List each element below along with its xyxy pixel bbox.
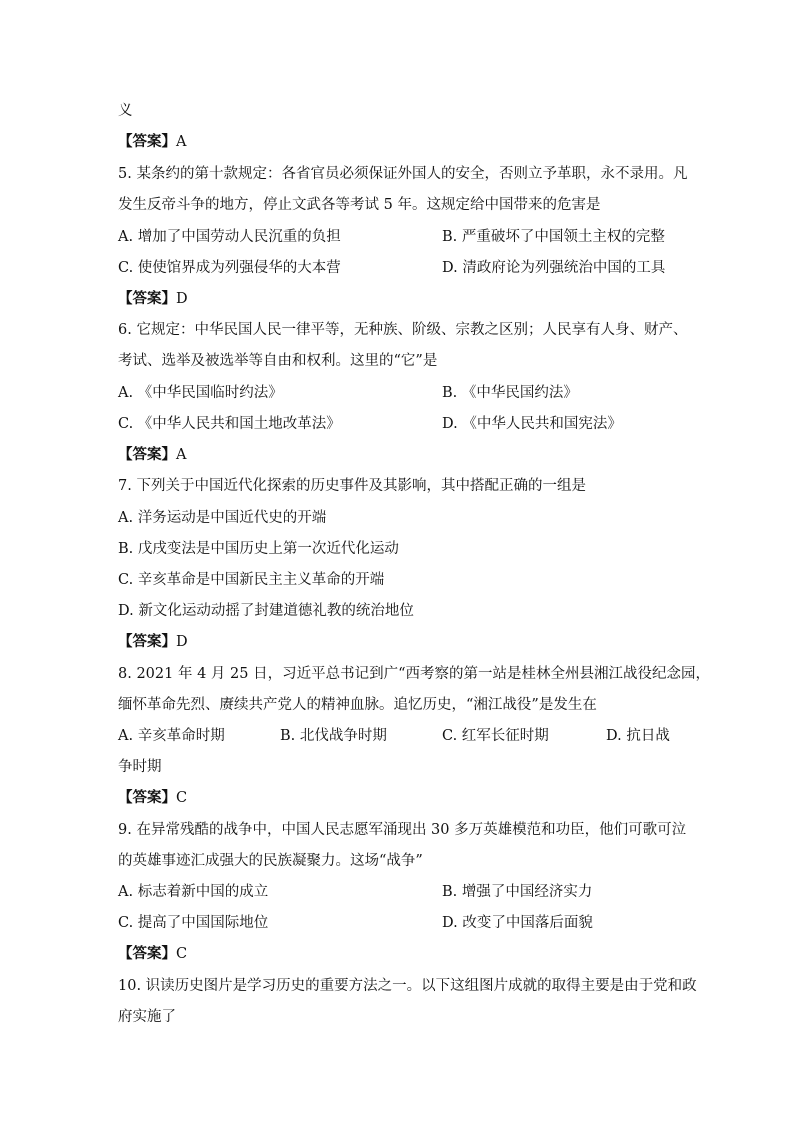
q9-option-c: C. 提高了中国国际地位	[118, 915, 269, 931]
answer-letter: D	[176, 291, 188, 307]
answer-letter: A	[176, 447, 187, 463]
answer-label: 【答案】	[118, 133, 176, 150]
answer-q4	[118, 132, 186, 152]
q5-option-b: B. 严重破坏了中国领土主权的完整	[442, 229, 665, 245]
q6-stem-line2: 考试、选举及被选举等自由和权利。这里的“它”是	[118, 353, 438, 369]
q7-option-b: B. 戊戌变法是中国历史上第一次近代化运动	[118, 541, 399, 557]
q8-option-a: A. 辛亥革命时期	[118, 728, 225, 744]
answer-label: 【答案】	[118, 290, 176, 307]
q10-stem-line2: 府实施了	[118, 1009, 176, 1025]
q9-option-d: D. 改变了中国落后面貌	[442, 915, 593, 931]
q7-option-d: D. 新文化运动动摇了封建道德礼教的统治地位	[118, 603, 414, 619]
answer-q9	[118, 944, 187, 964]
q9-stem-line1: 9. 在异常残酷的战争中，中国人民志愿军涌现出 30 多万英雄模范和功臣，他们可歌可泣	[118, 822, 687, 838]
q7-option-a: A. 洋务运动是中国近代史的开端	[118, 510, 327, 526]
answer-letter: A	[176, 134, 187, 150]
answer-q6	[118, 445, 186, 465]
q8-option-b: B. 北伐战争时期	[280, 728, 387, 744]
answer-label: 【答案】	[118, 945, 176, 962]
q8-option-wrap: 争时期	[118, 759, 162, 775]
answer-label: 【答案】	[118, 446, 176, 463]
answer-q8	[118, 788, 187, 808]
q6-stem-line1: 6. 它规定：中华民国人民一律平等，无种族、阶级、宗教之区别；人民享有人身、财产、	[118, 322, 688, 338]
q10-stem-line1: 10. 识读历史图片是学习历史的重要方法之一。以下这组图片成就的取得主要是由于党和政	[118, 978, 697, 994]
answer-letter: D	[176, 634, 188, 650]
q6-option-b: B. 《中华民国约法》	[442, 385, 578, 401]
q6-option-d: D. 《中华人民共和国宪法》	[442, 416, 622, 432]
q8-stem-line1: 8. 2021 年 4 月 25 日，习近平总书记到广“西考察的第一站是桂林全州县湘江战役纪念园，	[118, 666, 710, 682]
answer-letter: C	[176, 946, 188, 962]
q9-option-a: A. 标志着新中国的成立	[118, 884, 269, 900]
q9-stem-line2: 的英雄事迹汇成强大的民族凝聚力。这场“战争”	[118, 853, 423, 869]
q5-option-a: A. 增加了中国劳动人民沉重的负担	[118, 229, 341, 245]
q6-option-a: A. 《中华民国临时约法》	[118, 385, 283, 401]
answer-q5	[118, 289, 188, 309]
answer-letter: C	[176, 790, 188, 806]
answer-label: 【答案】	[118, 633, 176, 650]
q5-option-c: C. 使使馆界成为列强侵华的大本营	[118, 260, 341, 276]
q7-stem-line1: 7. 下列关于中国近代化探索的历史事件及其影响，其中搭配正确的一组是	[118, 478, 586, 494]
answer-q7	[118, 632, 188, 652]
continuation-text: 义	[118, 103, 133, 119]
q5-stem-line2: 发生反帝斗争的地方，停止文武各等考试 5 年。这规定给中国带来的危害是	[118, 197, 601, 213]
answer-label: 【答案】	[118, 789, 176, 806]
q7-option-c: C. 辛亥革命是中国新民主主义革命的开端	[118, 572, 385, 588]
q5-option-d: D. 清政府论为列强统治中国的工具	[442, 260, 666, 276]
q9-option-b: B. 增强了中国经济实力	[442, 884, 593, 900]
q8-option-c: C. 红军长征时期	[442, 728, 549, 744]
q5-stem-line1: 5. 某条约的第十款规定：各省官员必须保证外国人的安全，否则立予革职，永不录用。凡	[118, 166, 688, 182]
q6-option-c: C. 《中华人民共和国土地改革法》	[118, 416, 341, 432]
q8-stem-line2: 缅怀革命先烈、赓续共产党人的精神血脉。追忆历史，“湘江战役”是发生在	[118, 697, 597, 713]
q8-option-d: D. 抗日战	[606, 728, 670, 744]
